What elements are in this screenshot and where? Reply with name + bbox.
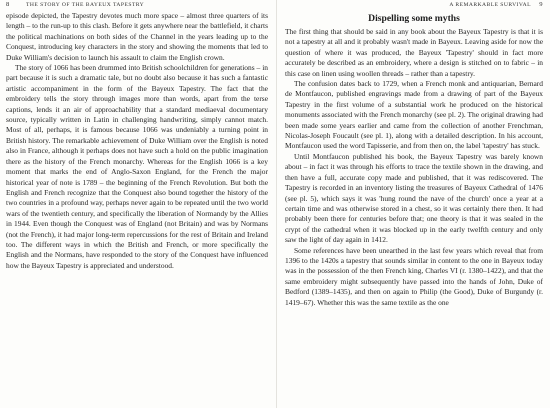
right-running-header: [277, 1, 543, 9]
page-number-left: 8: [6, 1, 10, 8]
running-head-left: THE STORY OF THE BAYEUX TAPESTRY: [26, 2, 145, 8]
section-heading: Dispelling some myths: [368, 13, 460, 24]
paragraph: The first thing that should be said in any book about the Bayeux Tapestry is that it is not a tapestry at all and it probably wasn't made in Bayeux. Leaving aside for now the question of where it was produced, the Bayeux 'Tapestry' should in fact more accurately be described as an embroidery, where a design is stitched on to fabric – in this case on linen using woollen threads – rather than a tapestry.: [285, 27, 543, 78]
paragraph: episode depicted, the Tapestry devotes much more space – almost three quarters of its length – to the run-up to this clash. Before it gets anywhere near the battlefield, it charts the political machinations on both sides of the Channel in the years leading up to the Conquest, introducing key characters in the story and showing the moments that led to Duke William's decision to launch his assault to claim the English crown.: [6, 11, 268, 62]
paragraph: Until Montfaucon published his book, the Bayeux Tapestry was barely known about – in fact it was through his efforts to trace the textile shown in the drawing, and then have a full, accurate copy made and published, that it was rediscovered. The Tapestry is recorded in an inventory listing the treasures of Bayeux Cathedral of 1476 (see pl. 5), which says it was 'hung round the nave of the church' once a year at a certain time and was otherwise stored in a chest, so it was certainly there then. It had probably been there for centuries before that; one theory is that it was sealed in the crypt of the cathedral when it was blocked up in the early twelfth century and only saw the light of day again in 1412.: [285, 151, 543, 245]
paragraph: The story of 1066 has been drummed into British schoolchildren for generations – in part because it is such a dramatic tale, but no doubt also because it has such a fantastic artistic accompaniment in the form of the Bayeux Tapestry. The fact that the embroidery tells the story through images more than words, apart from the terse captions, lends it an air of approachability that a standard mediaeval documentary source, typically written in Latin in challenging handwriting, simply cannot match. Most of all, perhaps, it is famous because 1066 was undeniably a turning point in British history. The remarkable achievement of Duke William over the English is noted also in France, although it perhaps does not have such a hold on the public imagination there as the history of the French monarchy. Whereas for the English 1066 is a key moment that marks the end of Anglo-Saxon England, for the French the major historical year of note is 1789 – the beginning of the French Revolution. But both the English and French recognize that the Conquest also bound together the history of the two countries in a profound way, perhaps never again to be repeated until the two world wars of the twentieth century, and specifically the liberation of Normandy by the Allies in 1944. Even though the Conquest was of England (not Britain) and was by Normans (not the French), it had major long-term repercussions for the rest of Britain and Ireland too. The different ways in which the British and French, or more specifically the English and the Normans, have responded to the story of the Conquest have influenced how the Bayeux Tapestry is appreciated and understood.: [6, 63, 268, 270]
running-head-right: A REMARKABLE SURVIVAL: [449, 2, 531, 8]
right-page-text: [285, 11, 543, 308]
left-page-text: [6, 11, 268, 271]
page-number-right: 9: [539, 1, 543, 8]
right-page: [277, 0, 550, 408]
paragraph: The confusion dates back to 1729, when a French monk and antiquarian, Bernard de Montfaucon, published engravings made from a drawing of part of the Bayeux Tapestry in the first volume of a substantial work he produced on the historical monuments associated with the French monarchy (see pl. 2). The original drawing had been made some years earlier and came from the collection of another Frenchman, Nicolas-Joseph Foucault (see pl. 1), along with a detailed description. In his account, Montfaucon used the word Tapisserie, and from then on, the label 'tapestry' has stuck.: [285, 79, 543, 151]
paragraph: Some references have been unearthed in the last few years which reveal that from 1396 to the 1420s a tapestry that sounds similar in content to the one in Bayeux today was in the possession of the then French king, Charles VI (r. 1380–1422), and that the same embroidery might subsequently have passed into the hands of John, Duke of Bedford (1389–1435), and then on again to Philip (the Good), Duke of Burgundy (r. 1419–67). Whether this was the same textile as the one: [285, 245, 543, 307]
